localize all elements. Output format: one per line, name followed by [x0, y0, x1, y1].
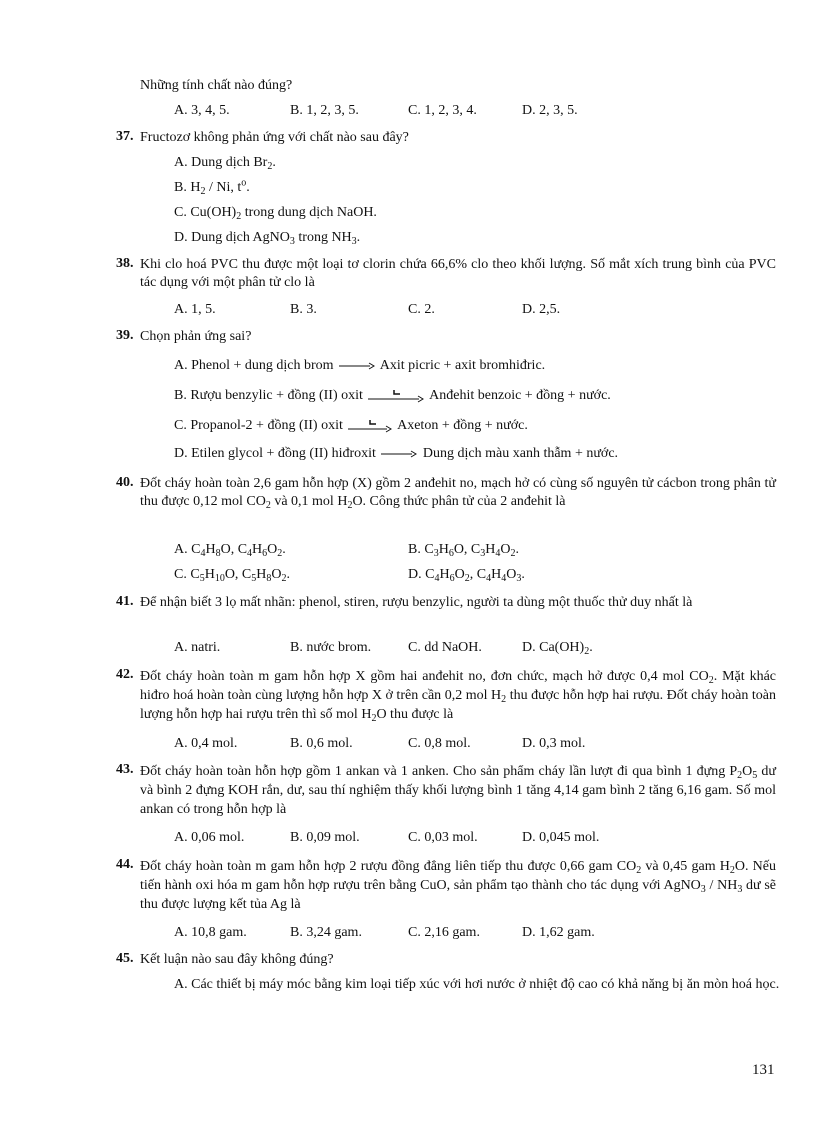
reaction-arrow-heat-icon [348, 418, 392, 434]
question-44-number: 44. [116, 857, 134, 872]
option-38-d: D. 2,5. [522, 302, 561, 317]
question-41-text: Để nhận biết 3 lọ mất nhãn: phenol, stiren, rượu benzylic, người ta dùng một thuốc thử duy nhất là [140, 595, 693, 610]
option-43-d: D. 0,045 mol. [522, 830, 600, 845]
question-45-text: Kết luận nào sau đây không đúng? [140, 952, 334, 967]
option-44-d: D. 1,62 gam. [522, 925, 595, 940]
option-40-a: A. $C_4H_8O$, $C_4H_6O_2$. [174, 542, 286, 559]
question-43-text: Đốt cháy hoàn toàn hỗn hợp gồm 1 ankan và 1 anken. Cho sản phẩm cháy lần lượt đi qua bình 1 đựng $P_2O_5$ dư và bình 2 đựng KOH rắn, dư, sau thí nghiệm thấy khối lượng bình 1 tăng 4,14 gam bình 2 tăng 6,16 gam. Số mol ankan có trong hỗn hợp là [140, 764, 776, 817]
question-39-text: Chọn phản ứng sai? [140, 329, 252, 344]
question-36-prompt: Những tính chất nào đúng? [140, 78, 293, 93]
option-44-c: C. 2,16 gam. [408, 925, 480, 940]
option-43-b: B. 0,09 mol. [290, 830, 360, 845]
option-42-a: A. 0,4 mol. [174, 736, 238, 751]
option-37-a: A. Dung dịch $Br_2$. [174, 155, 276, 172]
question-40-text: Đốt cháy hoàn toàn 2,6 gam hỗn hợp (X) gồm 2 anđehit no, mạch hở có cùng số nguyên tử cácbon trong phân tử thu được 0,12 mol $CO_2$ và 0,1 mol $H_2O$. Công thức phân tử của 2 anđehit là [140, 476, 776, 511]
question-43-number: 43. [116, 762, 134, 777]
question-45-number: 45. [116, 951, 134, 966]
option-38-a: A. 1, 5. [174, 302, 216, 317]
option-37-b: B. $H_2$ / Ni, $t^o$. [174, 177, 250, 197]
option-44-a: A. 10,8 gam. [174, 925, 247, 940]
option-38-b: B. 3. [290, 302, 317, 317]
reaction-arrow-icon [381, 449, 417, 459]
question-39-number: 39. [116, 328, 134, 343]
option-36-d: D. 2, 3, 5. [522, 103, 578, 118]
question-41-number: 41. [116, 594, 134, 609]
reaction-arrow-heat-icon [368, 388, 424, 404]
question-37-number: 37. [116, 129, 134, 144]
question-42-number: 42. [116, 667, 134, 682]
option-42-b: B. 0,6 mol. [290, 736, 353, 751]
option-37-d: D. Dung dịch AgNO$_3$ trong $NH_3$. [174, 230, 361, 247]
question-40-number: 40. [116, 475, 134, 490]
option-39-a: A. Phenol + dung dịch brom Axit picric + axit bromhiđric. [174, 358, 546, 373]
page-number: 131 [752, 1062, 775, 1078]
option-36-c: C. 1, 2, 3, 4. [408, 103, 477, 118]
option-38-c: C. 2. [408, 302, 435, 317]
option-39-b: B. Rượu benzylic + đồng (II) oxit Anđehit benzoic + đồng + nước. [174, 388, 611, 403]
option-36-a: A. 3, 4, 5. [174, 103, 230, 118]
option-41-b: B. nước brom. [290, 640, 372, 655]
option-39-d: D. Etilen glycol + đồng (II) hiđroxit Dung dịch màu xanh thẫm + nước. [174, 446, 619, 461]
question-38-number: 38. [116, 256, 134, 271]
option-36-b: B. 1, 2, 3, 5. [290, 103, 359, 118]
question-44-text: Đốt cháy hoàn toàn m gam hỗn hợp 2 rượu đồng đẳng liên tiếp thu được 0,66 gam $CO_2$ và 0,45 gam $H_2O$. Nếu tiến hành oxi hóa m gam hỗn hợp rượu trên bằng CuO, sản phẩm tạo thành cho tác dụng với AgNO$_3$ / $NH_3$ dư sẽ thu được lượng kết tủa Ag là [140, 859, 776, 912]
reaction-arrow-icon [339, 361, 375, 371]
option-41-a: A. natri. [174, 640, 221, 655]
question-42-text: Đốt cháy hoàn toàn m gam hỗn hợp X gồm hai anđehit no, đơn chức, mạch hở được 0,4 mol $CO_2$. Mặt khác hiđro hoá hoàn toàn cùng lượng hỗn hợp X ở trên cần 0,2 mol $H_2$ thu được hỗn hợp hai rượu. Đốt cháy hoàn toàn lượng hỗn hợp hai rượu trên thì số mol $H_2O$ thu được là [140, 669, 776, 724]
option-40-c: C. $C_5H_{10}O$, $C_5H_8O_2$. [174, 567, 291, 584]
option-41-d: D. $Ca(OH)_2$. [522, 640, 593, 657]
question-38-text: Khi clo hoá PVC thu được một loại tơ clorin chứa 66,6% clo theo khối lượng. Số mắt xích trung bình của PVC tác dụng với một phân tử clo là [140, 257, 776, 290]
option-42-c: C. 0,8 mol. [408, 736, 471, 751]
option-40-d: D. $C_4H_6O_2$, $C_4H_4O_3$. [408, 567, 525, 584]
option-43-c: C. 0,03 mol. [408, 830, 478, 845]
question-37-text: Fructozơ không phản ứng với chất nào sau đây? [140, 130, 409, 145]
option-43-a: A. 0,06 mol. [174, 830, 245, 845]
option-42-d: D. 0,3 mol. [522, 736, 586, 751]
option-41-c: C. dd NaOH. [408, 640, 482, 655]
option-39-c: C. Propanol-2 + đồng (II) oxit Axeton + đồng + nước. [174, 418, 528, 433]
option-44-b: B. 3,24 gam. [290, 925, 362, 940]
option-45-a: A. Các thiết bị máy móc bằng kim loại tiếp xúc với hơi nước ở nhiệt độ cao có khả năng bị ăn mòn hoá học. [174, 977, 780, 992]
option-40-b: B. $C_3H_6O$, $C_3H_4O_2$. [408, 542, 520, 559]
option-37-c: C. $Cu(OH)_2$ trong dung dịch NaOH. [174, 205, 377, 222]
